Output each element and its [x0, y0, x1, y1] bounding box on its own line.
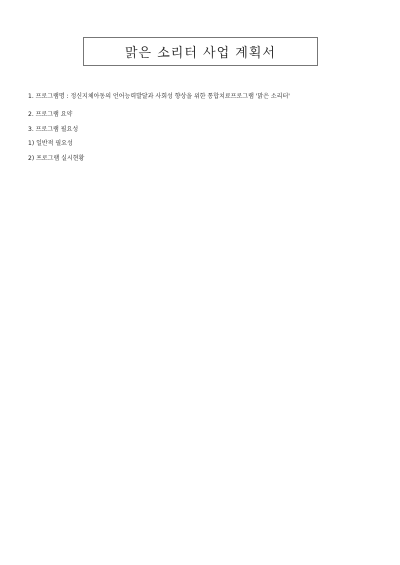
subheading-general-necessity: 1) 일반적 필요성	[28, 140, 73, 148]
section-heading-necessity: 3. 프로그램 필요성	[28, 126, 79, 134]
program-name: 1. 프로그램명 : 정신지체아동의 언어능력발달과 사회성 향상을 위한 통합치료프로그램 '맑은 소리터'	[28, 93, 290, 100]
subheading-program-status: 2) 프로그램 실시현황	[28, 155, 85, 163]
section-heading-summary: 2. 프로그램 요약	[28, 111, 73, 119]
document-body	[28, 93, 376, 170]
title-box	[83, 37, 318, 66]
document-title: 맑은 소리터 사업 계획서	[125, 46, 276, 61]
